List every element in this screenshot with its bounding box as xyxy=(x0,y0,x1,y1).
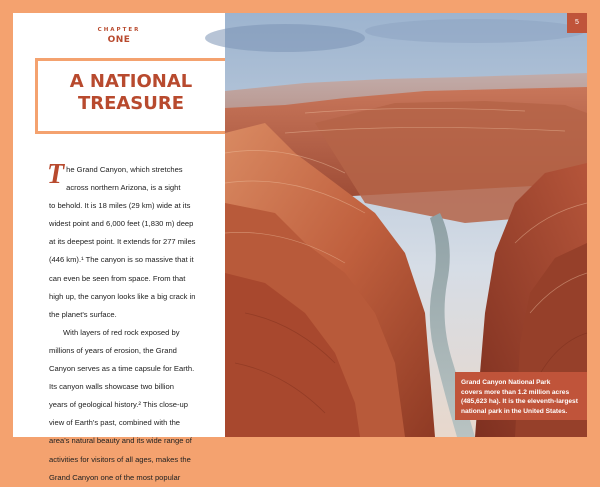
text-page xyxy=(13,13,225,482)
caption-line: covers more than 1.2 million acres xyxy=(461,388,570,396)
body-line: Canyon serves as a time capsule for Earth. xyxy=(49,364,195,374)
body-line: to behold. It is 18 miles (29 km) wide at its xyxy=(49,201,191,211)
title-box xyxy=(35,58,235,134)
body-line: at its deepest point. It extends for 277 miles xyxy=(49,237,196,247)
caption-line: (485,623 ha). It is the eleventh-largest xyxy=(461,398,578,405)
body-line: across northern Arizona, is a sight xyxy=(66,183,181,193)
page-number: 5 xyxy=(567,13,587,33)
body-line: Its canyon walls showcase two billion xyxy=(49,382,174,392)
caption-line: Grand Canyon National Park xyxy=(461,379,551,386)
body-line: widest point and 6,000 feet (1,830 m) deep xyxy=(49,219,194,229)
caption-line: national park in the United States. xyxy=(461,407,568,415)
body-line: With layers of red rock exposed by xyxy=(63,327,180,337)
title-line-1: A NATIONAL xyxy=(69,71,193,92)
chapter-label: CHAPTER xyxy=(97,27,141,33)
body-text xyxy=(49,161,227,487)
body-line: view of Earth's past, combined with the xyxy=(49,418,181,428)
photo-page xyxy=(225,13,587,437)
chapter-title xyxy=(38,71,224,115)
body-line: the planet's surface. xyxy=(49,309,117,319)
body-line: Grand Canyon one of the most popular xyxy=(49,472,181,482)
body-line: (446 km).¹ The canyon is so massive that it xyxy=(49,255,194,265)
title-line-2: TREASURE xyxy=(77,93,185,114)
body-line: millions of years of erosion, the Grand xyxy=(49,345,177,355)
paragraph-1 xyxy=(49,161,227,324)
paragraph-2 xyxy=(49,324,227,487)
drop-cap: T xyxy=(47,159,65,190)
body-line: high up, the canyon looks like a big crack in xyxy=(49,291,196,301)
body-line: area's natural beauty and its wide range of xyxy=(49,436,192,446)
body-line: years of geological history.² This close-up xyxy=(49,400,189,410)
chapter-number: ONE xyxy=(107,35,131,45)
photo-caption xyxy=(455,372,587,420)
body-line: activities for visitors of all ages, makes the xyxy=(49,454,191,464)
body-line: can even be seen from space. From that xyxy=(49,273,186,283)
body-line: he Grand Canyon, which stretches xyxy=(66,165,183,174)
